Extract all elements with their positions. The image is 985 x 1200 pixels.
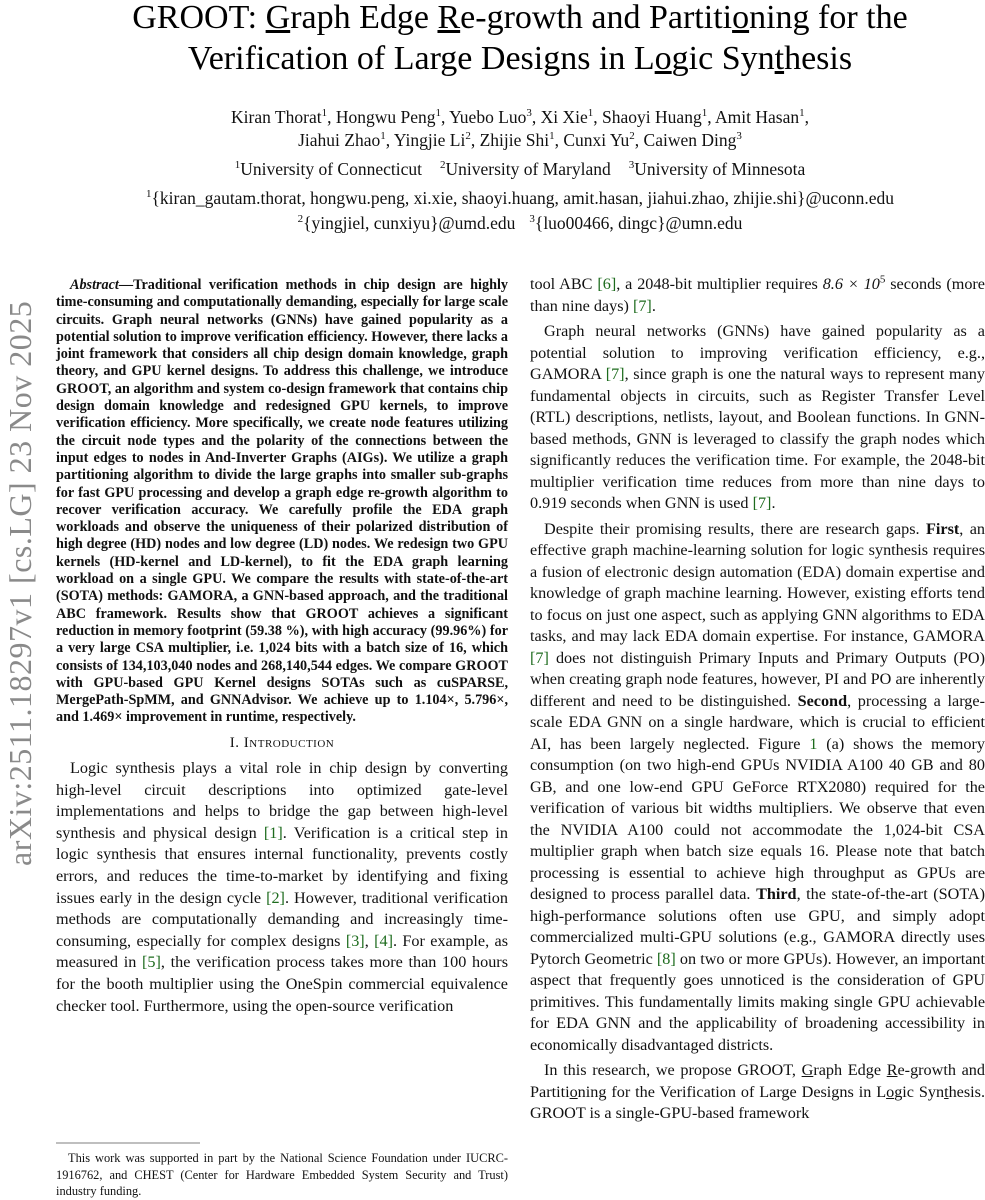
abstract-label: Abstract bbox=[70, 277, 119, 293]
right-column bbox=[530, 274, 985, 1129]
author-row-1: Kiran Thorat$^1$, Hongwu Peng$^1$, Yuebo Luo$^3$, Xi Xie$^1$, Shaoyi Huang$^1$, Amit Hasan$^1$, bbox=[231, 107, 809, 127]
intro-paragraph-cont: tool ABC [6], a 2048-bit multiplier requires $8.6 \times 10^5$ seconds (more than nine days) [7]. bbox=[530, 273, 985, 315]
title-line-1: GROOT: Graph Edge Re-growth and Partitioning for the bbox=[132, 0, 908, 36]
left-column bbox=[56, 277, 508, 1017]
citation-link[interactable]: [4] bbox=[374, 931, 393, 950]
author-list bbox=[60, 106, 980, 152]
citation-link[interactable]: [7] bbox=[752, 494, 772, 512]
author-row-2: Jiahui Zhao$^1$, Yingjie Li$^2$, Zhijie Shi$^1$, Cunxi Yu$^2$, Caiwen Ding$^3$ bbox=[298, 130, 742, 150]
citation-link[interactable]: [1] bbox=[263, 823, 283, 842]
affiliations: $^1$University of Connecticut $^2$University of Maryland $^3$University of Minnesota bbox=[234, 159, 806, 179]
arxiv-identifier-stamp: arXiv:2511.18297v1 [cs.LG] 23 Nov 2025 bbox=[2, 300, 38, 866]
figure-link[interactable]: 1 bbox=[809, 734, 818, 753]
citation-link[interactable]: [7] bbox=[632, 296, 652, 315]
citation-link[interactable]: [5] bbox=[142, 953, 161, 972]
citation-link[interactable]: [3] bbox=[345, 931, 365, 950]
citation-link[interactable]: [7] bbox=[605, 365, 625, 383]
intro-paragraph-proposal: In this research, we propose GROOT, Graph Edge Re-growth and Partitioning for the Verification of Large Designs in Logic Synthesis. GROOT is a single-GPU-based framework bbox=[530, 1061, 985, 1122]
abstract bbox=[56, 277, 508, 727]
citation-link[interactable]: [2] bbox=[266, 888, 285, 907]
section-heading-introduction: I. Introduction bbox=[229, 734, 335, 751]
intro-paragraph-1: Logic synthesis plays a vital role in chip design by converting high-level circuit descriptions into optimized gate-level implementations and helps to bridge the gap between high-level synthesis and physical design [1]. Verification is a critical step in logic synthesis that ensures internal functionality, prevents costly errors, and reduces the time-to-market by identifying and fixing issues early in the design cycle [2]. However, traditional verification methods are computationally demanding and increasingly time-consuming, especially for complex designs [3], [4]. For example, as measured in [5], the verification process takes more than 100 hours for the booth multiplier using the OneSpin commercial equivalence checker tool. Furthermore, using the open-source verification bbox=[56, 759, 508, 1015]
email-row-1: $^1${kiran_gautam.thorat, hongwu.peng, xi.xie, shaoyi.huang, amit.hasan, jiahui.zhao, zhijie.shi}@uconn.edu bbox=[146, 188, 894, 208]
intro-paragraph-gaps: Despite their promising results, there are research gaps. First, an effective graph machine-learning solution for logic synthesis requires a fusion of electronic design automation (EDA) domain expertise and knowledge of graph machine learning. However, existing efforts tend to focus on just one aspect, such as applying GNN algorithms to EDA tasks, and may lack EDA domain expertise. For instance, GAMORA [7] does not distinguish Primary Inputs and Primary Outputs (PO) when creating graph node features, however, PI and PO are inherently different and need to be distinguished. Second, processing a large-scale EDA GNN on a single hardware, which is crucial to efficient AI, has been largely neglected. Figure 1 (a) shows the memory consumption (on two high-end GPUs NVIDIA A100 40 GB and 80 GB, and one low-end GPU GeForce RTX2080) required for the verification of various bit widths multipliers. We observe that even the NVIDIA A100 could not accommodate the 1,024-bit CSA multiplier graph when batch size equals 16. Please note that batch processing is essential to achieve high throughput as GPUs are designed to process parallel data. Third, the state-of-the-art (SOTA) high-performance solutions often use GPU, and simply adopt commercialized multi-GPU solutions (e.g., GAMORA directly uses Pytorch Geometric [8] on two or more GPUs). However, an important aspect that frequently goes unnoticed is the consideration of GPU primitives. This fundamentally limits making single GPU achievable for EDA GNN and the applicability of broadening accessibility in economically disadvantaged districts. bbox=[530, 519, 985, 1054]
paper-title bbox=[60, 0, 980, 79]
citation-link[interactable]: [7] bbox=[530, 648, 549, 667]
abstract-text: —Traditional verification methods in chip design are highly time-consuming and computationally demanding, especially for large scale circuits. Graph neural networks (GNNs) have gained popularity as a potential solution to improve verification efficiency. However, there lacks a joint framework that considers all chip design domain knowledge, graph theory, and GPU kernel designs. To address this challenge, we introduce GROOT, an algorithm and system co-design framework that contains chip design domain knowledge and redesigned GPU kernels, to improve verification efficiency. More specifically, we create node features utilizing the circuit node types and the polarity of the connections between the input edges to nodes in And-Inverter Graphs (AIGs). We utilize a graph partitioning algorithm to divide the large graphs into smaller sub-graphs for fast GPU processing and develop a graph edge re-growth algorithm to recover verification accuracy. We carefully profile the EDA graph workloads and observe the uniqueness of their polarized distribution of high degree (HD) nodes and low degree (LD) nodes. We redesign two GPU kernels (HD-kernel and LD-kernel), to fit the EDA graph learning workload on a single GPU. We compare the results with state-of-the-art (SOTA) methods: GAMORA, a GNN-based approach, and the traditional ABC framework. Results show that GROOT achieves a significant reduction in memory footprint (59.38 %), with high accuracy (99.96%) for a very large CSA multiplier, i.e. 1,024 bits with a batch size of 16, which consists of 134,103,040 nodes and 268,140,544 edges. We compare GROOT with GPU-based GPU Kernel designs SOTAs such as cuSPARSE, MergePath-SpMM, and GNNAdvisor. We achieve up to 1.104×, 5.796×, and 1.469× improvement in runtime, respectively. bbox=[56, 277, 508, 726]
email-row-2: $^2${yingjiel, cunxiyu}@umd.edu $^3${luo00466, dingc}@umn.edu bbox=[297, 213, 743, 233]
title-line-2: Verification of Large Designs in Logic Synthesis bbox=[187, 40, 853, 77]
intro-paragraph-gnn: Graph neural networks (GNNs) have gained popularity as a potential solution to improving verification efficiency, e.g., GAMORA [7], since graph is one the natural ways to represent many fundamental objects in circuits, such as Register Transfer Level (RTL) descriptions, netlists, layout, and Boolean functions. In GNN-based methods, GNN is leveraged to classify the graph nodes which significantly reduces the verification time. For example, the 2048-bit multiplier verification time reduces from more than nine days to 0.919 seconds when GNN is used [7]. bbox=[530, 322, 985, 512]
math-expression: 8.6 × 10 bbox=[822, 275, 880, 293]
citation-link[interactable]: [6] bbox=[597, 275, 617, 293]
citation-link[interactable]: [8] bbox=[656, 949, 676, 968]
funding-footnote: This work was supported in part by the National Science Foundation under IUCRC-1916762, and CHEST (Center for Hardware Embedded System Security and Trust) industry funding. bbox=[56, 1151, 508, 1198]
author-emails bbox=[60, 186, 980, 236]
